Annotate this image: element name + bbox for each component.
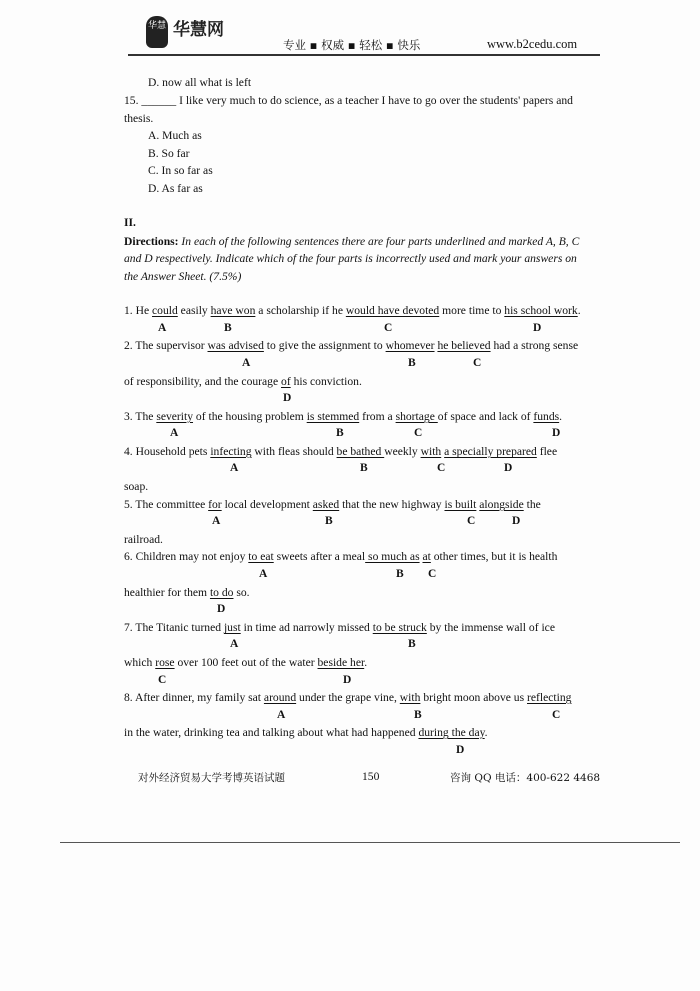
sentence-text: easily xyxy=(177,304,211,317)
question-5-line xyxy=(124,498,541,511)
choice-letter-b: B xyxy=(224,322,232,334)
sentence-text: . xyxy=(484,726,488,739)
sentence-text: 1. He xyxy=(124,304,153,317)
sentence-text: under the grape vine, xyxy=(296,691,400,704)
question-1-line xyxy=(124,304,581,317)
sentence-text: of space and lack of xyxy=(437,410,534,423)
choice-letter-a: A xyxy=(242,357,251,369)
logo-name: 华慧网 xyxy=(173,20,224,40)
sentence-text: in the water, drinking tea and talking about what had happened xyxy=(124,726,419,739)
question-3-line xyxy=(124,410,562,423)
header-rule xyxy=(128,54,600,56)
question-7-line xyxy=(124,656,367,669)
choice-letter-d: D xyxy=(343,674,352,686)
choice-letter-b: B xyxy=(408,638,416,650)
choice-letter-a: A xyxy=(230,462,239,474)
underlined-part: just xyxy=(223,621,241,634)
logo-badge: 华慧 xyxy=(146,16,168,48)
directions-line-3: the Answer Sheet. (7.5%) xyxy=(124,270,242,283)
sentence-text: so. xyxy=(233,586,250,599)
underlined-part: funds xyxy=(533,410,560,423)
choice-letter-b: B xyxy=(325,515,333,527)
sentence-text: soap. xyxy=(124,480,149,493)
sentence-text: which xyxy=(124,656,156,669)
underlined-part: to be struck xyxy=(372,621,427,634)
sentence-text: with fleas should xyxy=(251,445,337,458)
choice-letter-d: D xyxy=(217,603,226,615)
underlined-part: rose xyxy=(155,656,175,669)
underlined-part: he believed xyxy=(437,339,491,352)
sentence-text: in time ad narrowly missed xyxy=(240,621,373,634)
underlined-part: was advised xyxy=(207,339,264,352)
choice-letter-a: A xyxy=(158,322,167,334)
sentence-text: over 100 feet out of the water xyxy=(174,656,318,669)
choice-letter-a: A xyxy=(259,568,268,580)
header-website: www.b2cedu.com xyxy=(487,37,578,51)
question-8-line xyxy=(124,691,571,704)
sentence-text: his conviction. xyxy=(290,375,362,388)
footer-rule xyxy=(60,842,680,843)
choice-letter-b: B xyxy=(360,462,368,474)
underlined-part: to eat xyxy=(248,550,274,563)
footer-contact: 咨询 QQ 电话：400-622 4468 xyxy=(450,772,601,784)
underlined-part: with xyxy=(420,445,442,458)
sentence-text: 5. The committee xyxy=(124,498,209,511)
question-4-line xyxy=(124,480,148,493)
underlined-part: asked xyxy=(312,498,340,511)
sentence-text: 6. Children may not enjoy xyxy=(124,550,249,563)
choice-letter-d: D xyxy=(456,744,465,756)
sentence-text: . xyxy=(559,410,563,423)
choice-letter-b: B xyxy=(408,357,416,369)
question-5-line xyxy=(124,533,163,546)
choice-letter-b: B xyxy=(396,568,404,580)
sentence-text: a scholarship if he xyxy=(255,304,346,317)
sentence-text: to give the assignment to xyxy=(263,339,386,352)
choice-letter-d: D xyxy=(283,392,292,404)
choice-letter-a: A xyxy=(212,515,221,527)
underlined-part: beside her xyxy=(317,656,365,669)
sentence-text: weekly xyxy=(384,445,421,458)
sentence-text: that the new highway xyxy=(339,498,445,511)
underlined-part: of xyxy=(281,375,291,388)
previous-option-d: D. now all what is left xyxy=(148,76,252,89)
underlined-part: would have devoted xyxy=(345,304,440,317)
choice-letter-a: A xyxy=(277,709,286,721)
question-2-line xyxy=(124,375,362,388)
sentence-text: 8. After dinner, my family sat xyxy=(124,691,264,704)
choice-letter-d: D xyxy=(552,427,561,439)
choice-letter-b: B xyxy=(414,709,422,721)
choice-letter-d: D xyxy=(533,322,542,334)
directions-line-2: and D respectively. Indicate which of the four parts is incorrectly used and mark your answers on xyxy=(124,252,577,265)
underlined-part: have won xyxy=(210,304,256,317)
sentence-text: more time to xyxy=(439,304,505,317)
choice-letter-c: C xyxy=(473,357,482,369)
sentence-text: of responsibility, and the courage xyxy=(124,375,282,388)
sentence-text: bright moon above us xyxy=(420,691,528,704)
directions-label: Directions: xyxy=(124,235,179,248)
sentence-text: by the immense wall of ice xyxy=(426,621,555,634)
sentence-text: 4. Household pets xyxy=(124,445,211,458)
underlined-part: to do xyxy=(209,586,234,599)
underlined-part: is stemmed xyxy=(306,410,360,423)
choice-letter-c: C xyxy=(158,674,167,686)
question-4-line xyxy=(124,445,557,458)
choice-letter-a: A xyxy=(230,638,239,650)
underlined-part: a specially prepared xyxy=(444,445,537,458)
page-number: 150 xyxy=(362,770,380,783)
underlined-part: be bathed xyxy=(336,445,385,458)
question-15-continued: thesis. xyxy=(124,112,154,125)
choice-letter-b: B xyxy=(336,427,344,439)
underlined-part: for xyxy=(208,498,222,511)
directions-line-1 xyxy=(124,235,579,248)
sentence-text: 3. The xyxy=(124,410,157,423)
sentence-text: railroad. xyxy=(124,533,163,546)
choice-letter-c: C xyxy=(467,515,476,527)
choice-letter-c: C xyxy=(428,568,437,580)
question-15-text: 15. ______ I like very much to do science, as a teacher I have to go over the students' papers and xyxy=(124,94,573,107)
underlined-part: infecting xyxy=(210,445,252,458)
sentence-text: flee xyxy=(536,445,558,458)
sentence-text: . xyxy=(364,656,368,669)
directions-text: In each of the following sentences there are four parts underlined and marked A, B, C xyxy=(178,235,580,248)
underlined-part: is built xyxy=(444,498,477,511)
underlined-part: so much as xyxy=(365,550,420,563)
choice-letter-d: D xyxy=(504,462,513,474)
sentence-text: had a strong sense xyxy=(490,339,579,352)
sentence-text: . xyxy=(577,304,581,317)
sentence-text: sweets after a meal xyxy=(273,550,366,563)
underlined-part: around xyxy=(263,691,297,704)
underlined-part: shortage xyxy=(395,410,438,423)
sentence-text: other times, but it is health xyxy=(430,550,558,563)
underlined-part: whomever xyxy=(385,339,435,352)
question-2-line xyxy=(124,339,578,352)
underlined-part: severity xyxy=(156,410,194,423)
choice-letter-d: D xyxy=(512,515,521,527)
option-d: D. As far as xyxy=(148,182,203,195)
question-7-line xyxy=(124,621,555,634)
underlined-part: reflecting xyxy=(527,691,572,704)
choice-letter-c: C xyxy=(384,322,393,334)
footer-title: 对外经济贸易大学考博英语试题 xyxy=(138,772,285,784)
question-8-line xyxy=(124,726,488,739)
underlined-part: with xyxy=(399,691,421,704)
underlined-part: at xyxy=(422,550,431,563)
choice-letter-c: C xyxy=(552,709,561,721)
underlined-part: could xyxy=(152,304,178,317)
option-c: C. In so far as xyxy=(148,164,213,177)
sentence-text: 7. The Titanic turned xyxy=(124,621,224,634)
sentence-text: healthier for them xyxy=(124,586,210,599)
question-6-line xyxy=(124,586,250,599)
underlined-part: during the day xyxy=(418,726,485,739)
header-slogan: 专业 ▪ 权威 ▪ 轻松 ▪ 快乐 xyxy=(283,38,421,52)
section-heading: II. xyxy=(124,216,136,229)
choice-letter-c: C xyxy=(414,427,423,439)
option-a: A. Much as xyxy=(148,129,202,142)
sentence-text: from a xyxy=(359,410,396,423)
sentence-text: of the housing problem xyxy=(193,410,307,423)
choice-letter-c: C xyxy=(437,462,446,474)
underlined-part: his school work xyxy=(504,304,578,317)
underlined-part: alongside xyxy=(479,498,524,511)
sentence-text: 2. The supervisor xyxy=(124,339,208,352)
option-b: B. So far xyxy=(148,147,190,160)
question-6-line xyxy=(124,550,557,563)
sentence-text: local development xyxy=(221,498,313,511)
sentence-text: the xyxy=(523,498,541,511)
choice-letter-a: A xyxy=(170,427,179,439)
